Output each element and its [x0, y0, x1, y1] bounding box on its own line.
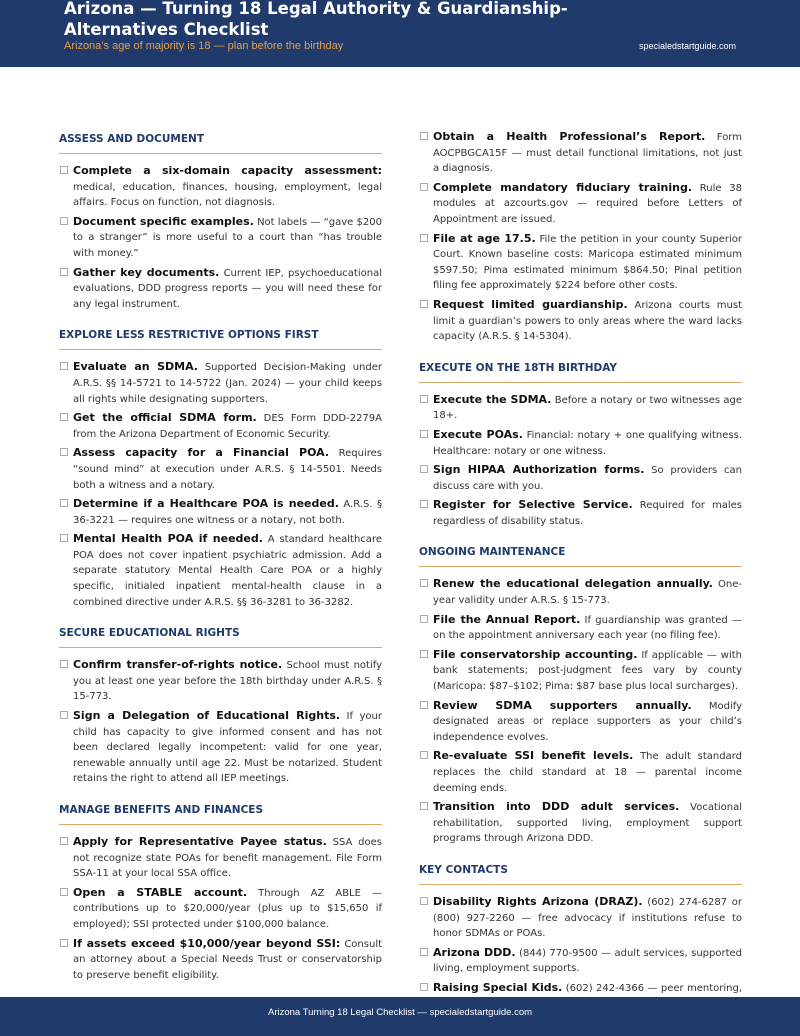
- item-body: Arizona courts must limit a guardian’s powers to only areas where the ward lacks capacity (A.R.S. § 14-5304).: [433, 299, 742, 343]
- item-title: File at age 17.5.: [433, 231, 536, 245]
- item-title: Document specific examples.: [73, 214, 254, 228]
- checklist-item: [59, 359, 382, 407]
- checkbox-icon[interactable]: [60, 711, 68, 719]
- item-body: If your child has capacity to give informed consent and has not been declared legally incompetent: valid for one year, renewable annually until age 22. Must be notarized. Student retains the right to attend all IEP meetings.: [73, 711, 382, 785]
- checkbox-icon[interactable]: [420, 983, 428, 991]
- checklist-item: [59, 214, 382, 262]
- item-title: Confirm transfer-of-rights notice.: [73, 658, 283, 672]
- item-body: Supported Decision-Making under A.R.S. §§ 14-5721 to 14-5722 (Jan. 2024) — your child keeps all rights while designating supporters.: [73, 362, 382, 405]
- item-title: Disability Rights Arizona (DRAZ).: [433, 894, 643, 908]
- checkbox-icon[interactable]: [60, 837, 68, 845]
- item-title: Mental Health POA if needed.: [73, 532, 263, 546]
- checklist-item: [419, 129, 742, 177]
- checklist-item: [419, 231, 742, 294]
- item-body: Not labels — “gave $200 to a stranger” is more useful to a court than “has trouble with money.”: [73, 216, 382, 259]
- item-body: Financial: notary + one qualifying witness. Healthcare: notary or one witness.: [433, 429, 743, 457]
- item-title: Re-evaluate SSI benefit levels.: [433, 749, 634, 763]
- section-heading: EXPLORE LESS RESTRICTIVE OPTIONS FIRST: [59, 325, 382, 350]
- item-body: One-year validity under A.R.S. § 15-773.: [433, 579, 742, 607]
- section-heading: ONGOING MAINTENANCE: [419, 542, 742, 567]
- checklist-item: [419, 945, 742, 977]
- checkbox-icon[interactable]: [60, 499, 68, 507]
- checkbox-icon[interactable]: [420, 300, 428, 308]
- checkbox-icon[interactable]: [420, 802, 428, 810]
- checkbox-icon[interactable]: [420, 183, 428, 191]
- item-body: (602) 274-6287 or (800) 927-2260 — free advocacy if institutions refuse to honor SDMAs or POAs.: [433, 896, 742, 940]
- item-body: Modify designated areas or replace supporters as your child’s independence evolves.: [433, 700, 742, 743]
- section-heading: KEY CONTACTS: [419, 860, 742, 885]
- left-column: [59, 129, 382, 1030]
- checklist-item: [59, 496, 382, 528]
- item-title: Determine if a Healthcare POA is needed.: [73, 497, 339, 511]
- checklist-item: [419, 297, 742, 345]
- item-body: Required for males regardless of disability status.: [433, 500, 742, 527]
- item-title: Complete a six-domain capacity assessment:: [73, 164, 382, 177]
- item-title: Assess capacity for a Financial POA.: [73, 446, 330, 460]
- item-body: medical, education, finances, housing, employment, legal affairs. Focus on function, not diagnosis.: [73, 181, 382, 209]
- checkbox-icon[interactable]: [420, 465, 428, 473]
- checkbox-icon[interactable]: [420, 948, 428, 956]
- section-heading: ASSESS AND DOCUMENT: [59, 129, 382, 154]
- item-title: File the Annual Report.: [433, 612, 581, 626]
- checkbox-icon[interactable]: [420, 650, 428, 658]
- item-title: Complete mandatory fiduciary training.: [433, 180, 693, 194]
- checkbox-icon[interactable]: [60, 217, 68, 225]
- checkbox-icon[interactable]: [420, 701, 428, 709]
- checklist-item: [419, 698, 742, 746]
- item-body: SSA does not recognize state POAs for benefit management. File Form SSA-11 at your local SSA office.: [73, 837, 382, 880]
- checkbox-icon[interactable]: [60, 939, 68, 947]
- item-title: Arizona DDD.: [433, 945, 516, 959]
- item-body: A standard healthcare POA does not cover inpatient psychiatric admission. Add a separate statutory Mental Health Care POA or a highly specific, initialed inpatient mental-health clause in a combined directive under A.R.S. §§ 36-3281 to 36-3282.: [73, 534, 382, 608]
- page-footer: [0, 997, 800, 1036]
- item-title: Transition into DDD adult services.: [433, 800, 680, 814]
- checklist-item: [419, 894, 742, 942]
- checkbox-icon[interactable]: [60, 362, 68, 370]
- checkbox-icon[interactable]: [60, 448, 68, 456]
- checklist-item: [59, 531, 382, 610]
- item-title: Gather key documents.: [73, 265, 220, 279]
- item-title: Obtain a Health Professional’s Report.: [433, 130, 706, 143]
- checkbox-icon[interactable]: [420, 615, 428, 623]
- checklist-item: [419, 462, 742, 494]
- item-body: If guardianship was granted — on the appointment anniversary each year (no filing fee).: [433, 614, 742, 642]
- item-body: A.R.S. § 36-3221 — requires one witness or a notary, not both.: [73, 499, 382, 526]
- item-title: If assets exceed $10,000/year beyond SSI:: [73, 936, 341, 950]
- checklist-item: [419, 612, 742, 644]
- item-title: Sign HIPAA Authorization forms.: [433, 463, 645, 477]
- page-header: [0, 0, 800, 67]
- page-subtitle: Arizona’s age of majority is 18 — plan before the birthday: [64, 40, 344, 52]
- checklist-item: [59, 936, 382, 984]
- section-heading: MANAGE BENEFITS AND FINANCES: [59, 800, 382, 825]
- checkbox-icon[interactable]: [420, 500, 428, 508]
- checklist-item: [419, 180, 742, 228]
- footer-text: Arizona Turning 18 Legal Checklist — specialedstartguide.com: [267, 1007, 533, 1018]
- item-title: Execute POAs.: [433, 427, 523, 441]
- item-body: The adult standard replaces the child standard at 18 — parental income deeming ends.: [433, 751, 743, 794]
- section-heading: EXECUTE ON THE 18TH BIRTHDAY: [419, 358, 742, 383]
- item-title: Get the official SDMA form.: [73, 411, 257, 425]
- item-title: Sign a Delegation of Educational Rights.: [73, 709, 341, 723]
- checklist-item: [59, 410, 382, 442]
- item-body: Through AZ ABLE — contributions up to $20,000/year (plus up to $15,650 if employed); SSI protected under $100,000 balance.: [73, 887, 382, 930]
- right-column: [419, 129, 742, 1015]
- item-body: File the petition in your county Superior Court. Known baseline costs: Maricopa estimated minimum $597.50; Pima estimated minimum $864.50; Pinal petition filing fee approximately $224 before other costs.: [433, 233, 743, 292]
- site-url: specialedstartguide.com: [638, 41, 736, 51]
- item-title: Request limited guardianship.: [433, 297, 628, 311]
- item-title: Evaluate an SDMA.: [73, 360, 198, 374]
- checkbox-icon[interactable]: [60, 413, 68, 421]
- item-body: Requires “sound mind” at execution under A.R.S. § 14-5501. Needs both a witness and a notary.: [73, 448, 382, 491]
- item-body: Before a notary or two witnesses age 18+.: [433, 394, 742, 422]
- checklist-item: [59, 708, 382, 787]
- item-body: Current IEP, psychoeducational evaluations, DDD progress reports — you will need these for any legal instrument.: [73, 267, 382, 310]
- page-title: Arizona — Turning 18 Legal Authority & Guardianship-Alternatives Checklist: [64, 0, 568, 39]
- item-body: Consult an attorney about a Special Needs Trust or conservatorship to preserve benefit eligibility.: [73, 938, 383, 981]
- checkbox-icon[interactable]: [420, 395, 428, 403]
- section-heading: SECURE EDUCATIONAL RIGHTS: [59, 623, 382, 648]
- checkbox-icon[interactable]: [420, 234, 428, 242]
- item-body: If applicable — with bank statements; post-judgment fees vary by county (Maricopa: $87–$102; Pima: $87 base plus local surcharges).: [433, 649, 742, 693]
- checkbox-icon[interactable]: [60, 534, 68, 542]
- item-body: Rule 38 modules at azcourts.gov — required before Letters of Appointment are issued.: [433, 182, 743, 225]
- checklist-item: [419, 427, 742, 459]
- checkbox-icon[interactable]: [60, 660, 68, 668]
- item-title: Review SDMA supporters annually.: [433, 698, 692, 712]
- checklist-item: [59, 657, 382, 705]
- item-title: Execute the SDMA.: [433, 392, 552, 406]
- item-title: Register for Selective Service.: [433, 498, 633, 512]
- item-body: Form AOCPBGCA15F — must detail functional limitations, not just a diagnosis.: [433, 132, 742, 175]
- checklist-item: [59, 445, 382, 493]
- checklist-item: [59, 265, 382, 313]
- item-title: Apply for Representative Payee status.: [73, 835, 327, 848]
- item-body: Vocational rehabilitation, supported living, employment support programs through Arizona DDD.: [433, 802, 743, 845]
- checklist-item: [419, 576, 742, 608]
- checkbox-icon[interactable]: [420, 751, 428, 759]
- checklist-item: [419, 497, 742, 529]
- item-body: (844) 770-9500 — adult services, supported living, employment supports.: [433, 947, 743, 975]
- checkbox-icon[interactable]: [60, 268, 68, 276]
- item-title: Open a STABLE account.: [73, 885, 248, 899]
- checklist-item: [419, 799, 742, 847]
- item-body: So providers can discuss care with you.: [433, 465, 742, 492]
- checklist-item: [59, 885, 382, 933]
- item-title: Raising Special Kids.: [433, 980, 563, 994]
- checkbox-icon[interactable]: [420, 579, 428, 587]
- checkbox-icon[interactable]: [420, 430, 428, 438]
- checkbox-icon[interactable]: [420, 897, 428, 905]
- item-body: DES Form DDD-2279A from the Arizona Department of Economic Security.: [73, 413, 382, 440]
- item-title: File conservatorship accounting.: [433, 647, 638, 661]
- item-title: Renew the educational delegation annually.: [433, 577, 713, 591]
- checkbox-icon[interactable]: [420, 132, 428, 140]
- item-body: School must notify you at least one year before the 18th birthday under A.R.S. § 15-773.: [73, 660, 382, 703]
- checkbox-icon[interactable]: [60, 888, 68, 896]
- checklist-item: [419, 748, 742, 796]
- item-body: (602) 242-4366 — peer mentoring,: [565, 982, 743, 994]
- checkbox-icon[interactable]: [60, 166, 68, 174]
- checklist-item: [59, 163, 382, 211]
- checklist-item: [59, 834, 382, 882]
- checklist-item: [419, 647, 742, 695]
- checklist-item: [419, 392, 742, 424]
